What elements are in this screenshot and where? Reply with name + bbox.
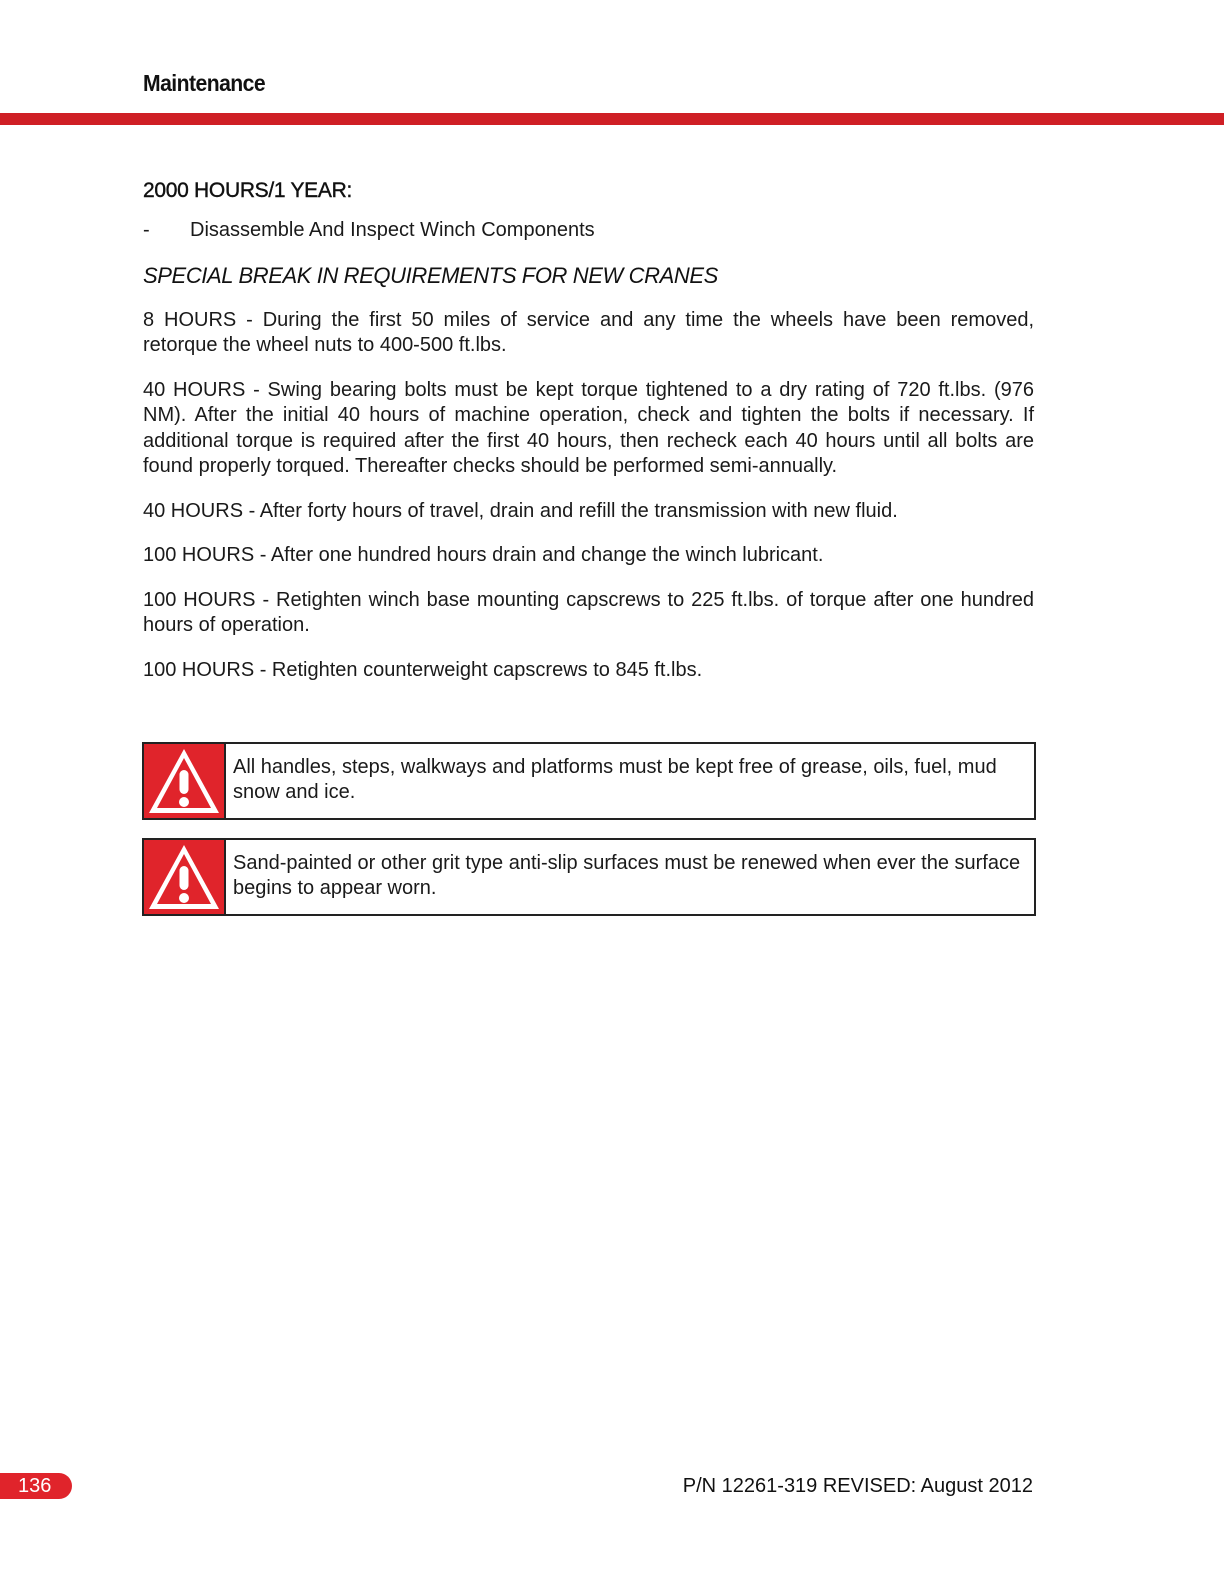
- warning-text: All handles, steps, walkways and platforms must be kept free of grease, oils, fuel, mud snow and ice.: [233, 756, 997, 803]
- warning-box: [142, 838, 1036, 916]
- paragraph-100-hours-winch-lubricant: 100 HOURS - After one hundred hours drain and change the winch lubricant.: [143, 544, 824, 566]
- list-item: [143, 218, 1034, 244]
- page-number: 136: [0, 1473, 72, 1499]
- paragraph-40-hours-transmission: 40 HOURS - After forty hours of travel, drain and refill the transmission with new fluid.: [143, 499, 898, 522]
- list-item-text: Disassemble And Inspect Winch Components: [190, 218, 595, 241]
- warning-triangle-icon: [144, 840, 226, 914]
- warning-box: [142, 742, 1036, 820]
- paragraph-8-hours: 8 HOURS - During the first 50 miles of service and any time the wheels have been removed, retorque the wheel nuts to 400-500 ft.lbs.: [143, 308, 1034, 356]
- section-heading-2000-hours: 2000 HOURS/1 YEAR:: [143, 179, 352, 202]
- paragraph-100-hours-counterweight: 100 HOURS - Retighten counterweight capscrews to 845 ft.lbs.: [143, 658, 703, 681]
- paragraph-100-hours-winch-capscrews: 100 HOURS - Retighten winch base mounting capscrews to 225 ft.lbs. of torque after one hundred hours of operation.: [143, 588, 1034, 636]
- footer-part-number: P/N 12261-319 REVISED: August 2012: [682, 1475, 1033, 1497]
- main-content: [143, 178, 1034, 683]
- warning-triangle-icon: [144, 744, 226, 818]
- list-item-marker: -: [143, 218, 150, 241]
- warning-text: Sand-painted or other grit type anti-slip surfaces must be renewed when ever the surface begins to appear worn.: [233, 852, 1021, 899]
- header-divider-bar: [0, 113, 1224, 125]
- page-section-title: Maintenance: [143, 70, 266, 96]
- break-in-heading: SPECIAL BREAK IN REQUIREMENTS FOR NEW CRANES: [143, 263, 718, 288]
- paragraph-40-hours-swing-bearing: 40 HOURS - Swing bearing bolts must be kept torque tightened to a dry rating of 720 ft.lbs. (976 NM). After the initial 40 hours of machine operation, check and tighten the bolts if necessary. If additional torque is required after the first 40 hours, then recheck each 40 hours until all bolts are found properly torqued. Thereafter checks should be performed semi-annually.: [143, 378, 1034, 477]
